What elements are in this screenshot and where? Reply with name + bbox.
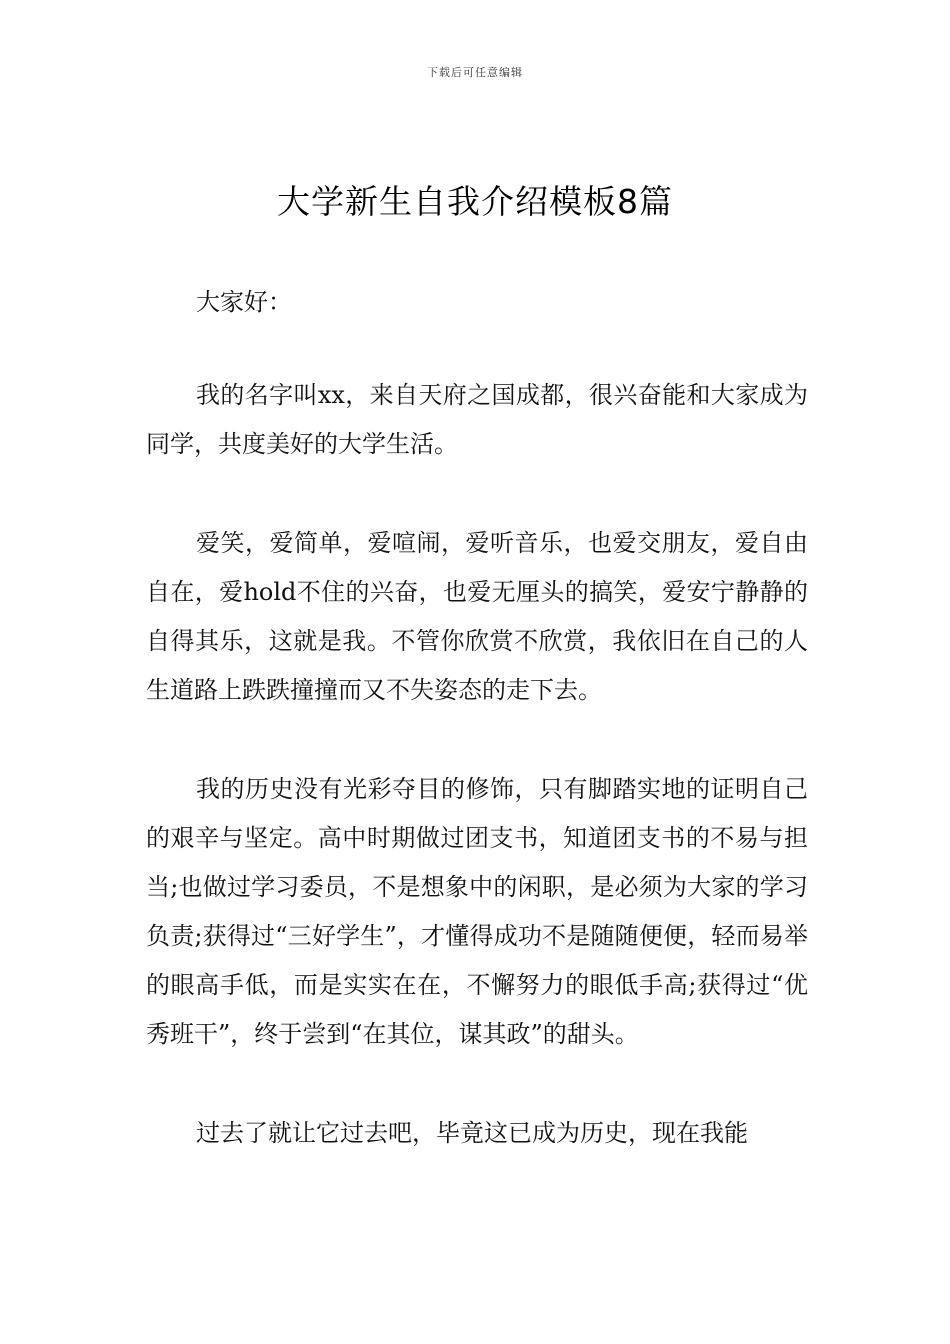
paragraph-history: 我的历史没有光彩夺目的修饰，只有脚踏实地的证明自己的艰辛与坚定。高中时期做过团支书，知道团支书的不易与担当;也做过学习委员，不是想象中的闲职，是必须为大家的学习负责;获得过“三好学生”，才懂得成功不是随随便便，轻而易举的眼高手低，而是实实在在，不懈努力的眼低手高;获得过“优秀班干”，终于尝到“在其位，谋其政”的甜头。 — [146, 775, 808, 1048]
paragraph-introduction: 我的名字叫xx，来自天府之国成都，很兴奋能和大家成为同学，共度美好的大学生活。 — [146, 381, 808, 458]
header-note: 下载后可任意编辑 — [427, 66, 523, 79]
paragraph-personality: 爱笑，爱简单，爱喧闹，爱听音乐，也爱交朋友，爱自由自在，爱hold不住的兴奋，也爱无厘头的搞笑，爱安宁静静的自得其乐，这就是我。不管你欣赏不欣赏，我依旧在自己的人生道路上跌跌撞撞而又不失姿态的走下去。 — [146, 529, 808, 704]
paragraph-greeting: 大家好： — [196, 288, 292, 316]
document-body — [146, 278, 808, 1208]
paragraph-continuation: 过去了就让它过去吧，毕竟这已成为历史，现在我能 — [196, 1119, 748, 1147]
document-title: 大学新生自我介绍模板8篇 — [277, 182, 673, 221]
